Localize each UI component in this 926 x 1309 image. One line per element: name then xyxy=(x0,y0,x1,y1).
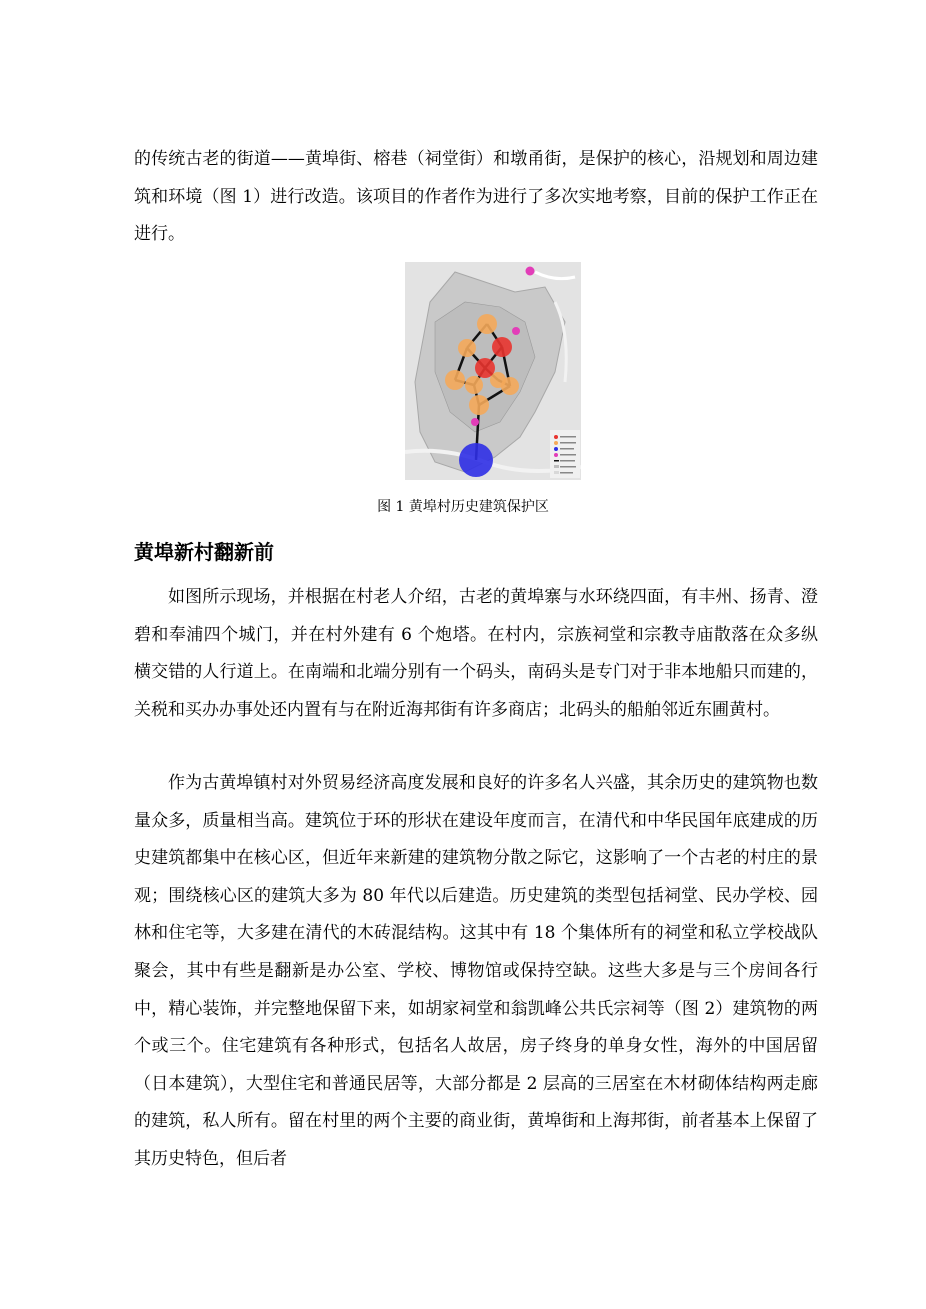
node-red xyxy=(492,337,512,357)
node-magenta xyxy=(526,267,535,276)
node-orange xyxy=(469,395,489,415)
paragraph-historic-buildings: 作为古黄埠镇村对外贸易经济高度发展和良好的许多名人兴盛，其余历史的建筑物也数量众多，质量相当高。建筑位于环的形状在建设年度而言，在清代和中华民国年底建成的历史建筑都集中在核心区，但近年来新建的建筑物分散之际它，这影响了一个古老的村庄的景观；围绕核心区的建筑大多为 80 年代以后建造。历史建筑的类型包括祠堂、民办学校、园林和住宅等，大多建在清代的木砖混结构。这其中有 18 个集体所有的祠堂和私立学校战队聚会，其中有些是翻新是办公室、学校、博物馆或保持空缺。这些大多是与三个房间各行中，精心装饰，并完整地保留下来，如胡家祠堂和翁凯峰公共氏宗祠等（图 2）建筑物的两个或三个。住宅建筑有各种形式，包括名人故居，房子终身的单身女性，海外的中国居留（日本建筑），大型住宅和普通民居等，大部分都是 2 层高的三居室在木材砌体结构两走廊的建筑，私人所有。留在村里的两个主要的商业街，黄埠街和上海邦街，前者基本上保留了其历史特色，但后者 xyxy=(134,773,818,1169)
conservation-map-figure xyxy=(405,262,581,480)
node-magenta xyxy=(512,327,520,335)
node-red xyxy=(475,358,495,378)
paragraph-before-renovation: 如图所示现场，并根据在村老人介绍，古老的黄埠寨与水环绕四面，有丰州、扬青、澄碧和奉浦四个城门，并在村外建有 6 个炮塔。在村内，宗族祠堂和宗教寺庙散落在众多纵横交错的人行道上。在南端和北端分别有一个码头，南码头是专门对于非本地船只而建的，关税和买办办事处还内置有与在附近海邦街有许多商店；北码头的船舶邻近东圃黄村。 xyxy=(134,587,818,720)
legend-swatch-building xyxy=(554,465,559,468)
node-orange xyxy=(501,377,519,395)
node-orange xyxy=(458,339,476,357)
intro-paragraph: 的传统古老的街道——黄埠街、榕巷（祠堂街）和墩甬街，是保护的核心，沿规划和周边建筑和环境（图 1）进行改造。该项目的作者作为进行了多次实地考察，目前的保护工作正在进行。 xyxy=(134,149,818,245)
node-blue xyxy=(459,443,493,477)
legend-swatch-other xyxy=(554,471,559,474)
node-orange xyxy=(477,314,497,334)
legend-swatch-orange xyxy=(554,441,558,445)
node-magenta xyxy=(471,418,479,426)
node-orange xyxy=(445,370,465,390)
map-legend xyxy=(550,430,580,478)
node-orange xyxy=(465,376,483,394)
legend-swatch-link xyxy=(554,460,559,462)
section-heading: 黄埠新村翻新前 xyxy=(134,540,274,564)
legend-swatch-magenta xyxy=(554,453,558,457)
legend-swatch-blue xyxy=(554,447,558,451)
conservation-map xyxy=(405,262,581,480)
figure-caption: 图 1 黄埠村历史建筑保护区 xyxy=(377,499,549,515)
legend-swatch-red xyxy=(554,435,558,439)
